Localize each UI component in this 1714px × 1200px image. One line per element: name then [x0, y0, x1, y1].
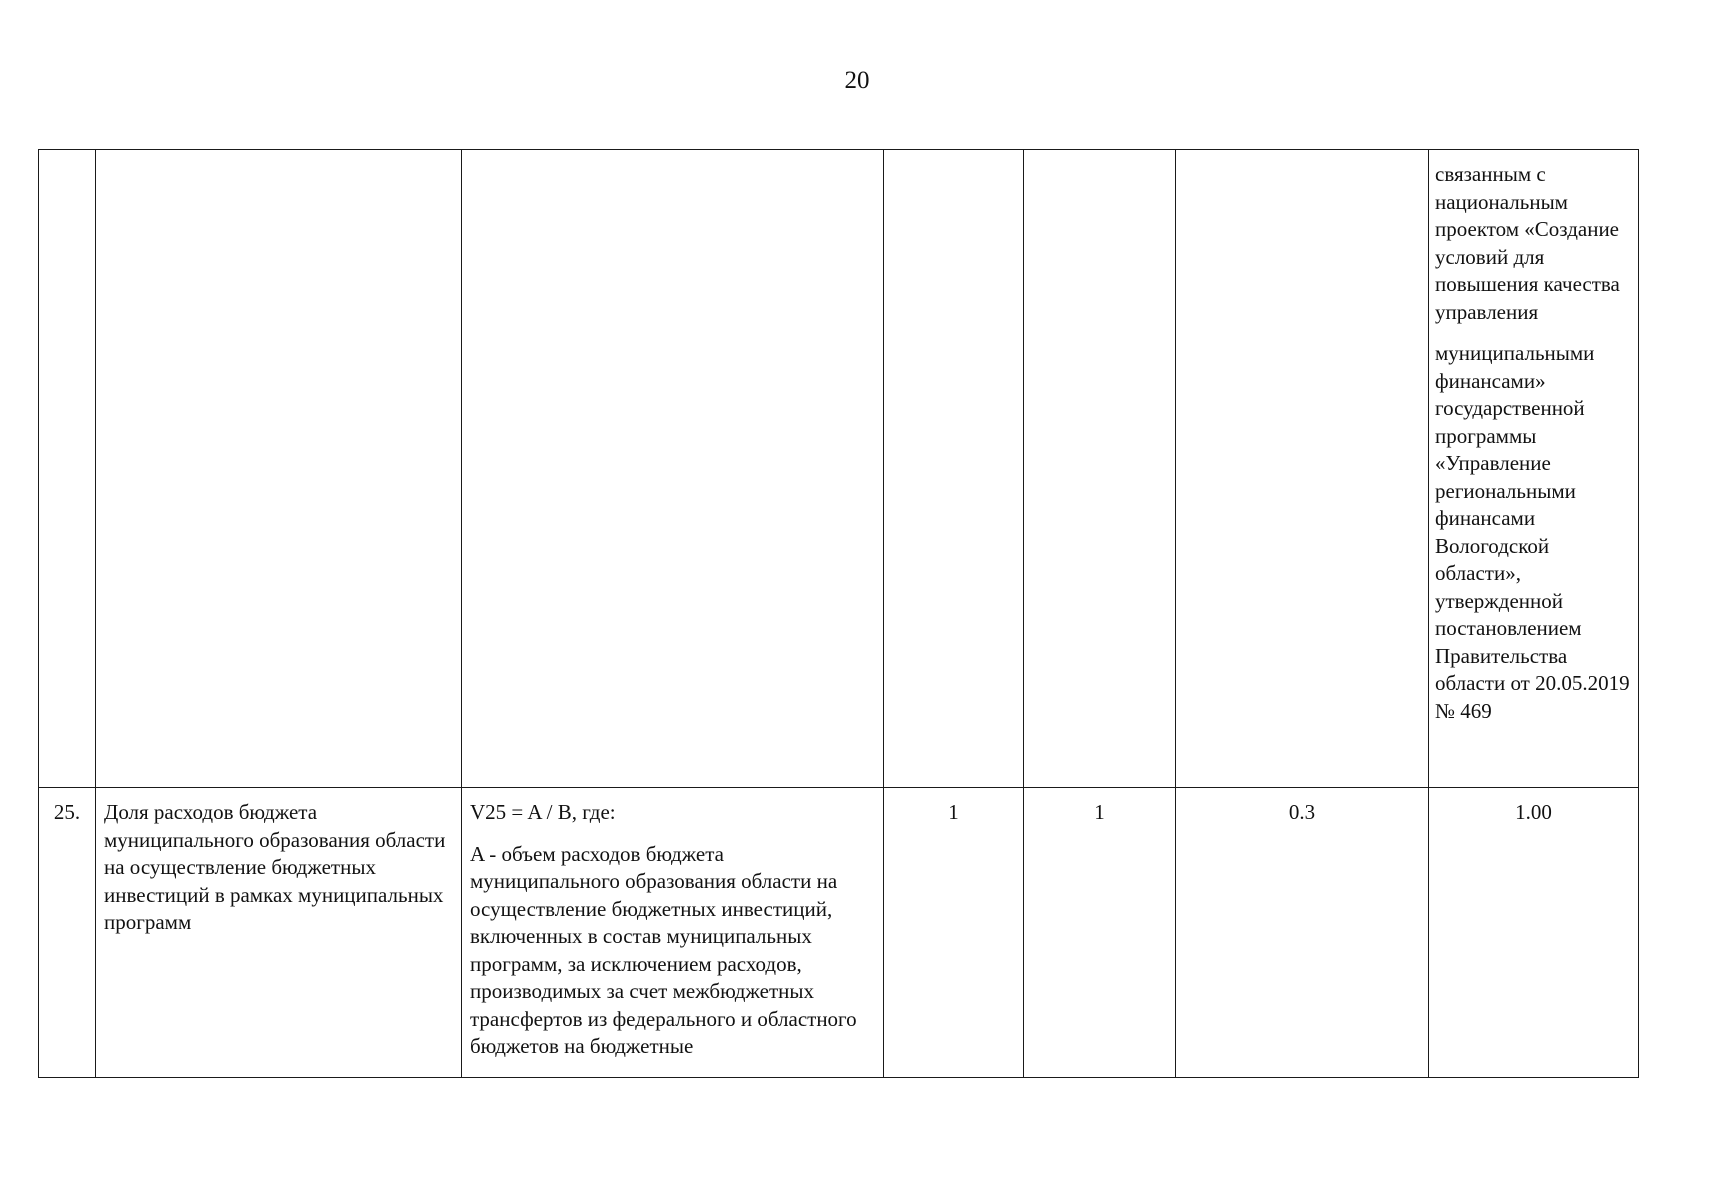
value-col4: 1 [948, 800, 959, 824]
cell-col7 [1429, 788, 1639, 1078]
cell-formula-empty [462, 150, 884, 788]
table-row-continuation [39, 150, 1639, 788]
cell-number-empty [39, 150, 96, 788]
cell-col5-empty [1024, 150, 1176, 788]
cell-col6 [1176, 788, 1429, 1078]
value-col6: 0.3 [1288, 800, 1316, 824]
cell-col6-empty [1176, 150, 1429, 788]
cell-col5 [1024, 788, 1176, 1078]
cell-row-number [39, 788, 96, 1078]
cell-formula [462, 788, 884, 1078]
table-row-25 [39, 788, 1639, 1078]
cell-col4 [884, 788, 1024, 1078]
basis-paragraph-1: связанным с национальным проектом «Создание условий для повышения качества управления [1435, 162, 1620, 324]
cell-col4-empty [884, 150, 1024, 788]
cell-indicator-empty [96, 150, 462, 788]
formula-description: A - объем расходов бюджета муниципального образования области на осуществление бюджетных инвестиций, включенных в состав муниципальных программ, за исключением расходов, производимых за счет межбюджетных трансфертов из федерального и областного бюджетов на бюджетные [470, 841, 857, 1058]
page-number: 20 [844, 67, 870, 94]
row-number: 25. [53, 800, 81, 824]
cell-indicator [96, 788, 462, 1078]
indicators-table [38, 149, 1639, 1078]
value-col5: 1 [1094, 800, 1105, 824]
formula-text: V25 = A / B, где: [470, 800, 616, 824]
cell-basis [1429, 150, 1639, 788]
basis-paragraph-2: муниципальными финансами» государственной программы «Управление региональными финансами Вологодской области», утвержденной постановлением Правительства области от 20.05.2019 № 469 [1435, 341, 1630, 723]
indicator-text: Доля расходов бюджета муниципального образования области на осуществление бюджетных инвестиций в рамках муниципальных программ [104, 800, 446, 934]
value-col7: 1.00 [1515, 800, 1552, 824]
